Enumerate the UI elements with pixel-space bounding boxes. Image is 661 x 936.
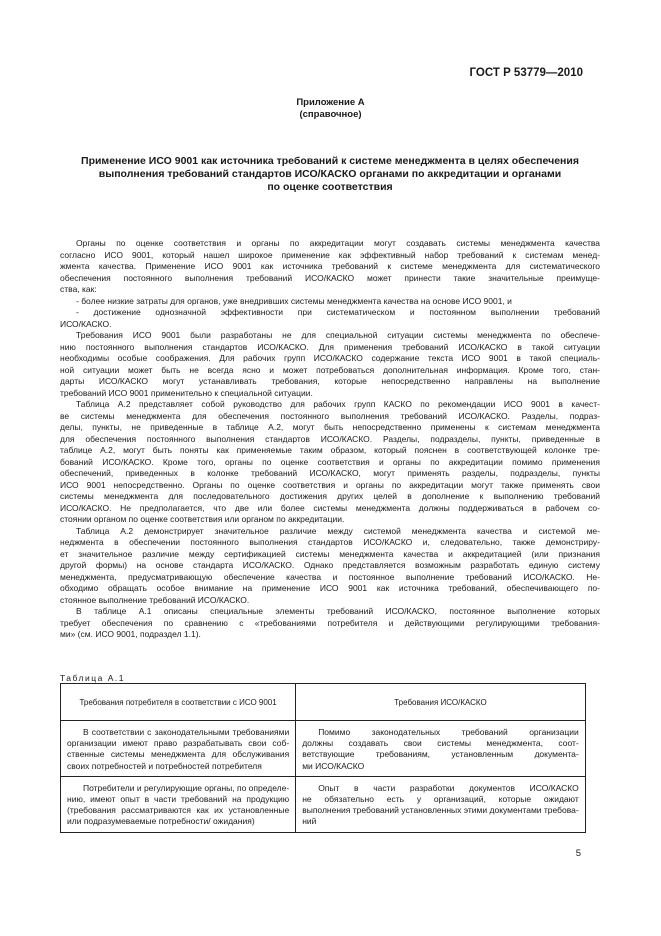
cell-line: ми ИСО/КАСКО: [302, 760, 365, 771]
text-line: Таблица А.2 демонстрирует значительное различие между системой менеджмента качества и системой ме-: [76, 525, 600, 536]
cell-line: ственные системы менеджмента для обслуживания: [67, 749, 290, 760]
body-text: [60, 238, 600, 641]
cell-line: выполнения требований установленных этими документами требова-: [302, 805, 579, 816]
cell-line: должны создавать свои системы менеджмента, соот-: [302, 738, 579, 749]
cell-line: В соответствии с законодательными требованиями: [83, 727, 290, 737]
cell-line: Потребители и регулирующие органы, по определе-: [83, 782, 290, 793]
text-line: ИСО/КАСКО.: [60, 318, 112, 329]
page-number: 5: [575, 848, 581, 859]
annex-subtitle: (справочное): [299, 109, 362, 120]
text-line: бований ИСО/КАСКО. Кроме того, органы по оценке соответствия и органы по аккредитации помимо применения: [60, 456, 600, 467]
title-line: по оценке соответствия: [267, 181, 393, 193]
annex-title: Приложение А: [296, 97, 365, 108]
text-line: обеспечения постоянного выполнения требований ИСО/КАСКО может принести такие значительные преимуще-: [60, 272, 600, 283]
cell-line: нию, имеют опыт в части требований на продукцию: [67, 793, 290, 804]
text-line: для обеспечения постоянного выполнения стандартов ИСО/КАСКО. Разделы, подразделы, пункты, приведенные в: [60, 433, 600, 444]
text-line: требований ИСО 9001 применительно к специальной ситуации.: [60, 387, 313, 398]
paragraph: [60, 307, 600, 330]
table-row: [61, 721, 586, 777]
title-line: выполнения требований стандартов ИСО/КАСКО органами по аккредитации и органами: [98, 168, 562, 180]
table-header-row: [61, 684, 586, 721]
customer-requirement-cell: [61, 776, 296, 832]
paragraph: [60, 296, 600, 308]
cell-line: ний: [302, 816, 317, 827]
text-line: нию постоянного выполнения стандартов ИСО/КАСКО. Для применения требований ИСО/КАСКО в такой ситуации: [60, 341, 600, 352]
paragraph: [60, 526, 600, 607]
text-line: необходимы особые соображения. Для рабочих групп ИСО/КАСКО содержание текста ИСО 9001 в такой специаль-: [60, 353, 600, 363]
text-line: обеспечений, приведенных в колонке требований ИСО/КАСКО, могут применять разделы, подразделы, пункты: [60, 468, 600, 478]
text-line: Органы по оценке соответствия и органы по аккредитации могут создавать системы менеджмента качества: [76, 238, 600, 248]
table-row: [61, 776, 586, 832]
text-line: - достижение однозначной эффективности при систематическом и постоянном выполнении требований: [76, 307, 600, 317]
paragraph: [60, 238, 600, 296]
text-line: другой формы) на основе стандарта ИСО/КАСКО. Однако представляется возможным разработать единую систему: [60, 560, 600, 570]
text-line: дарты ИСО/КАСКО могут устанавливать требования, которые непосредственно направлены на выполнение: [60, 376, 600, 386]
cell-line: своих потребностей и потребностей потребителя: [67, 760, 262, 771]
cell-line: или подразумеваемые потребности/ ожидания): [67, 816, 255, 827]
paragraph: [60, 606, 600, 641]
text-line: требует обеспечения по сравнению с «требованиями потребителя и действующими регулирующими требования-: [60, 617, 600, 628]
table-caption: Таблица А.1: [60, 673, 125, 683]
column-header-casco: Требования ИСО/КАСКО: [296, 684, 586, 721]
casco-requirement-cell: [296, 721, 586, 777]
text-line: менеджмента, предусматривающую обеспечение качества и постоянное выполнение требований ИСО/КАСКО. Не-: [60, 571, 600, 582]
cell-line: не обязательно есть у организаций, которые ожидают: [302, 793, 579, 804]
cell-line: организации имеют право разрабатывать свои соб-: [67, 738, 290, 749]
text-line: ИСО 9001 непосредственно. Органы по оценке соответствия и органы по аккредитации могут также применять свои: [60, 479, 600, 490]
cell-line: ветствующие требованиям, установленным документа-: [302, 749, 579, 760]
cell-line: Помимо законодательных требований организации: [318, 727, 579, 737]
text-line: В таблице А.1 описаны специальные элементы требований ИСО/КАСКО, постоянное выполнение которых: [76, 606, 600, 616]
paragraph: [60, 330, 600, 399]
cell-line: Опыт в части разработки документов ИСО/КАСКО: [318, 782, 579, 793]
text-line: ет значительное различие между сертификацией системы менеджмента качества и аккредитацией (или признания: [60, 548, 600, 559]
annex-heading: [0, 97, 661, 121]
text-line: стоянии органом по оценке соответствия или органом по аккредитации.: [60, 514, 345, 524]
cell-line: (требования рассматриваются как их установленные: [67, 805, 290, 816]
text-line: стоянное выполнение требований ИСО/КАСКО.: [60, 594, 250, 605]
text-line: жмента качества. Применение ИСО 9001 как источника требований к системе менеджмента для систематического: [60, 261, 600, 271]
text-line: - более низкие затраты для органов, уже внедривших системы менеджмента качества на основе ИСО 9001, и: [76, 295, 512, 306]
text-line: ве системы менеджмента для обеспечения постоянного выполнения требований ИСО/КАСКО. Разделы, подраз-: [60, 410, 600, 421]
text-line: Таблица А.2 представляет собой руководство для рабочих групп КАСКО по рекомендации ИСО 9001 в качест-: [76, 399, 600, 409]
paragraph: [60, 399, 600, 526]
column-header-customer: Требования потребителя в соответствии с ИСО 9001: [61, 684, 296, 721]
title-line: Применение ИСО 9001 как источника требований к системе менеджмента в целях обеспечения: [81, 155, 579, 167]
text-line: неджмента в обеспечении постоянного выполнения стандартов ИСО/КАСКО и, следовательно, также демонстриру-: [60, 537, 600, 547]
casco-requirement-cell: [296, 776, 586, 832]
requirements-table: [60, 683, 586, 833]
text-line: ной ситуации может быть не всегда ясно и может потребоваться дополнительная информация. Кроме того, стан-: [60, 364, 600, 375]
customer-requirement-cell: [61, 721, 296, 777]
document-code: ГОСТ Р 53779—2010: [469, 67, 583, 79]
text-line: согласно ИСО 9001, который нашел широкое применение как эффективный набор требований к системам менед-: [60, 249, 600, 260]
text-line: таблице А.2, могут быть поняты как применяемые таким образом, который пояснен в соответствующей колонке тре-: [60, 445, 600, 455]
text-line: ми» (см. ИСО 9001, подраздел 1.1).: [60, 629, 201, 639]
text-line: ИСО/КАСКО. Не предполагается, что две или более системы менеджмента должны поддерживаться в рабочем со-: [60, 502, 600, 513]
text-line: ства, как:: [60, 284, 97, 294]
text-line: делы, пункты, не приведенные в таблице А.2, могут быть непосредственно применены к системам менеджмента: [60, 422, 600, 432]
text-line: Требования ИСО 9001 были разработаны не для специальной ситуации системы менеджмента по обеспече-: [76, 330, 600, 340]
text-line: обходимо обращать особое внимание на применение ИСО 9001 как источника требований, обеспечивающего по-: [60, 583, 600, 593]
document-title: [60, 155, 600, 194]
text-line: системы менеджмента для последовательного достижения других целей в дополнение к выполнению требований: [60, 491, 600, 501]
